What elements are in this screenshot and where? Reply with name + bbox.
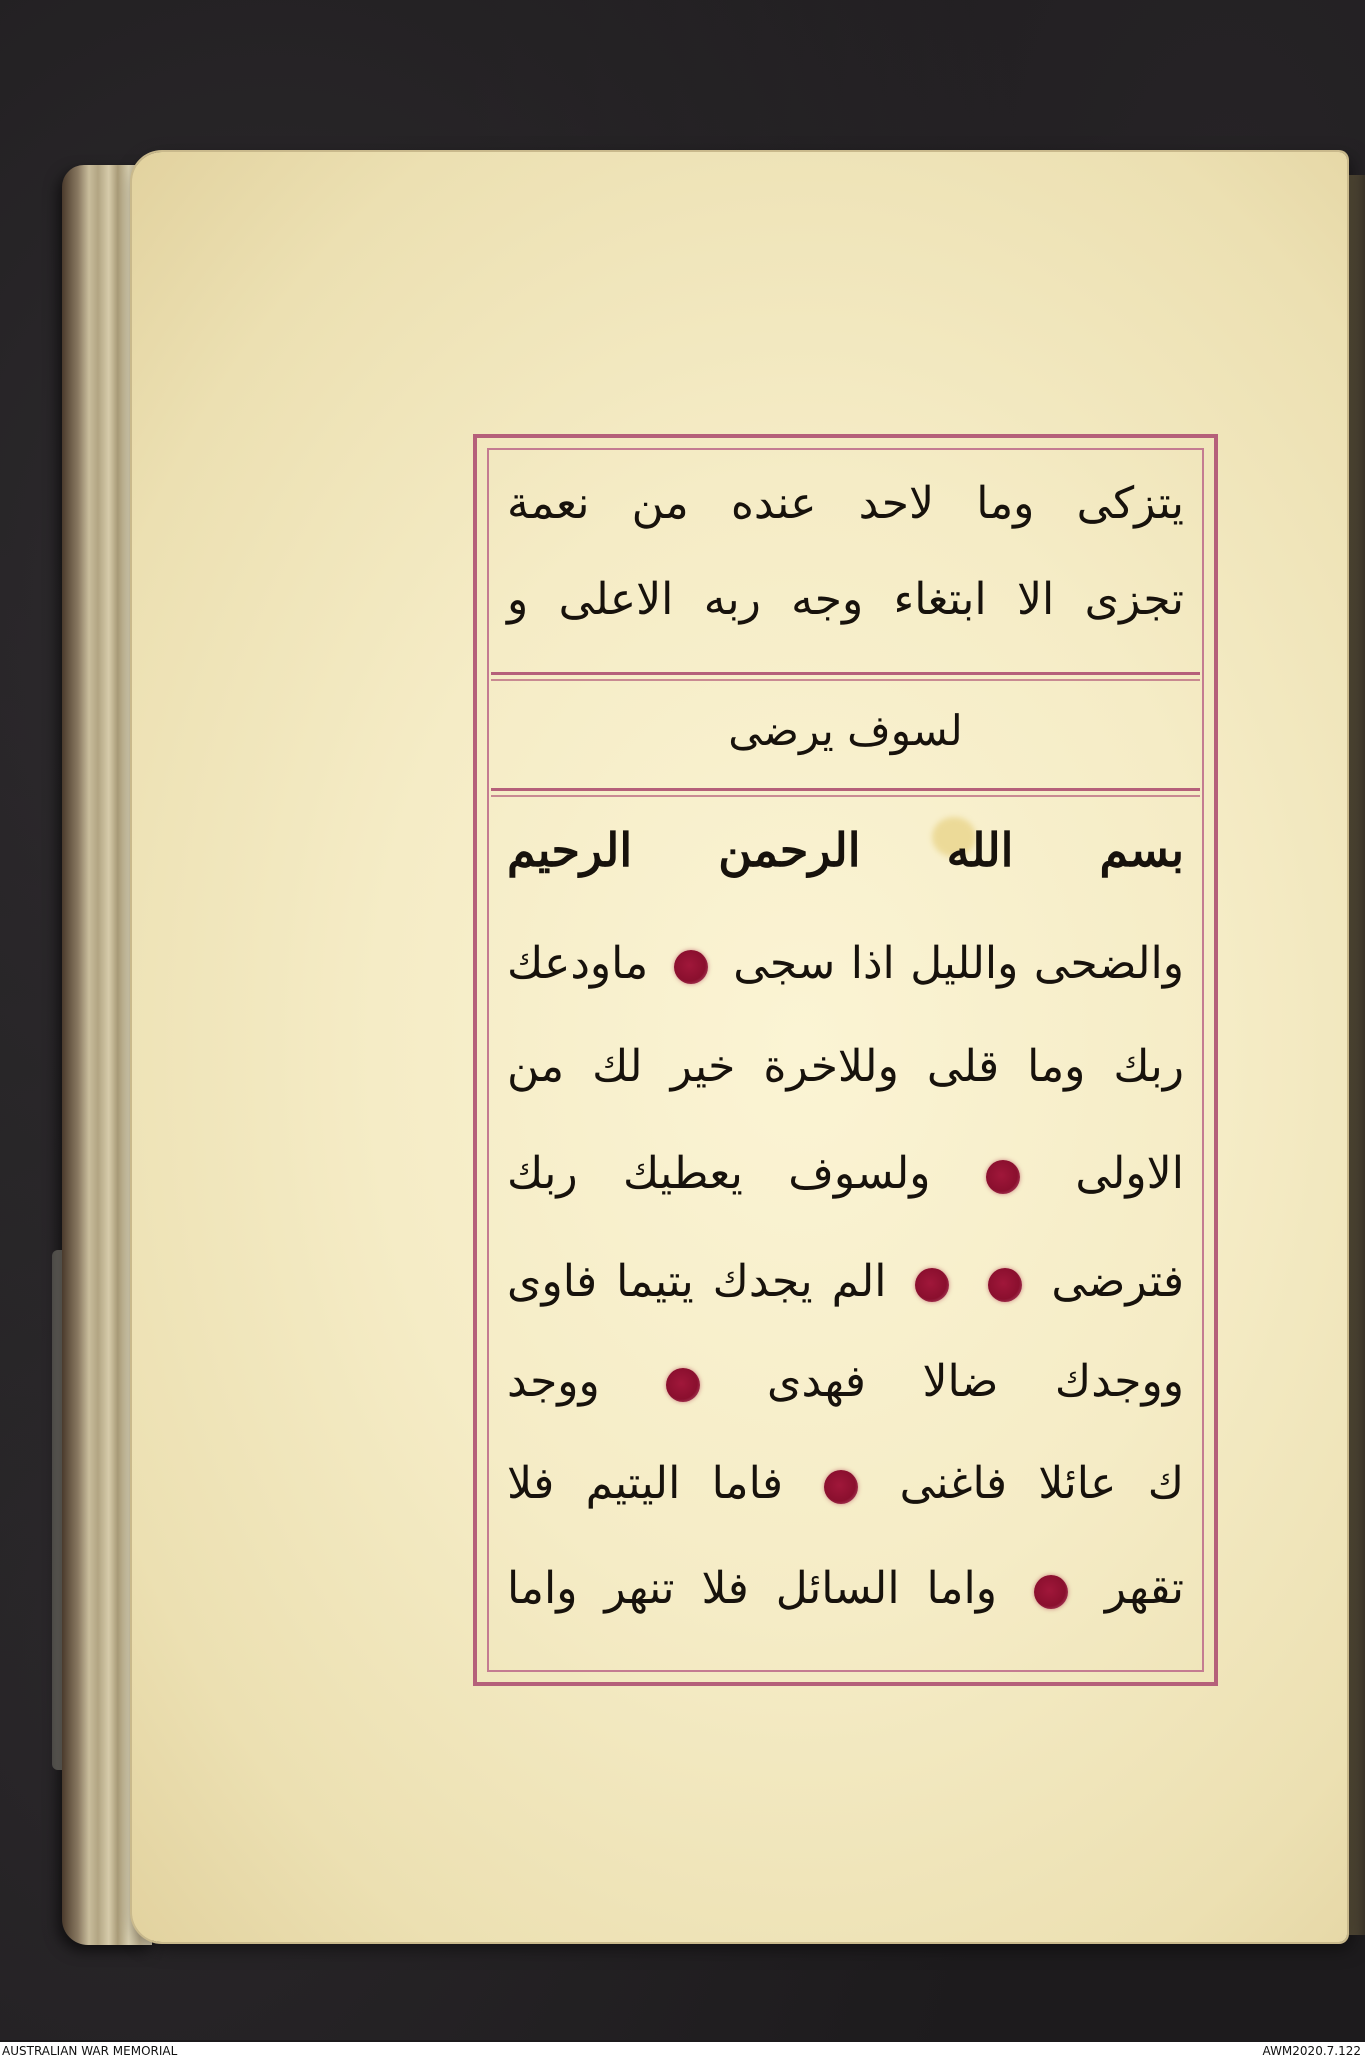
manuscript-line-2: تجزى الا ابتغاء وجه ربه الاعلى و	[507, 574, 1184, 625]
verse-text: ولسوف يعطيك ربك	[507, 1148, 931, 1199]
verse-line-1	[507, 938, 1184, 989]
verse-text: ووجد	[507, 1356, 600, 1407]
text-block-frame	[473, 434, 1218, 1686]
divider-rule-inner	[491, 795, 1200, 797]
verse-marker-icon	[1034, 1575, 1068, 1609]
manuscript-line-1: يتزكى وما لاحد عنده من نعمة	[507, 478, 1184, 529]
verse-text: ووجدك ضالا فهدى	[767, 1356, 1184, 1407]
verse-marker-icon	[666, 1368, 700, 1402]
surah-heading: لسوف يرضى	[728, 706, 963, 755]
verse-text: ربك وما قلى وللاخرة خير لك من	[507, 1041, 1184, 1092]
credit-footer	[0, 2042, 1365, 2061]
verse-marker-icon	[915, 1268, 949, 1302]
verse-line-4	[507, 1256, 1184, 1307]
verse-text: واما السائل فلا تنهر واما	[507, 1563, 997, 1614]
verse-line-2	[507, 1041, 1184, 1092]
verse-line-3	[507, 1148, 1184, 1199]
verse-text: تقهر	[1104, 1563, 1184, 1614]
verse-text: الم يجدك يتيما فاوى	[507, 1256, 887, 1307]
verse-text: ك عائلا فاغنى	[899, 1458, 1184, 1509]
institution-credit: AUSTRALIAN WAR MEMORIAL	[2, 2044, 178, 2058]
accession-number: AWM2020.7.122	[1262, 2044, 1361, 2058]
verse-text: الاولى	[1075, 1148, 1184, 1199]
verse-marker-icon	[986, 1160, 1020, 1194]
verse-text: فاما اليتيم فلا	[507, 1458, 784, 1509]
divider-rule	[491, 672, 1200, 675]
divider-rule	[491, 788, 1200, 791]
verse-text: ماودعك	[507, 938, 649, 989]
verse-marker-icon	[988, 1268, 1022, 1302]
verse-line-6	[507, 1458, 1184, 1509]
divider-rule-inner	[491, 679, 1200, 681]
verse-text: فترضى	[1051, 1256, 1184, 1307]
verse-marker-icon	[824, 1470, 858, 1504]
verse-line-7	[507, 1563, 1184, 1614]
verse-line-5	[507, 1356, 1184, 1407]
verse-text: والضحى والليل اذا سجى	[733, 938, 1184, 989]
basmala-line: بسم الله الرحمن الرحيم	[507, 823, 1184, 877]
verse-marker-icon	[674, 950, 708, 984]
